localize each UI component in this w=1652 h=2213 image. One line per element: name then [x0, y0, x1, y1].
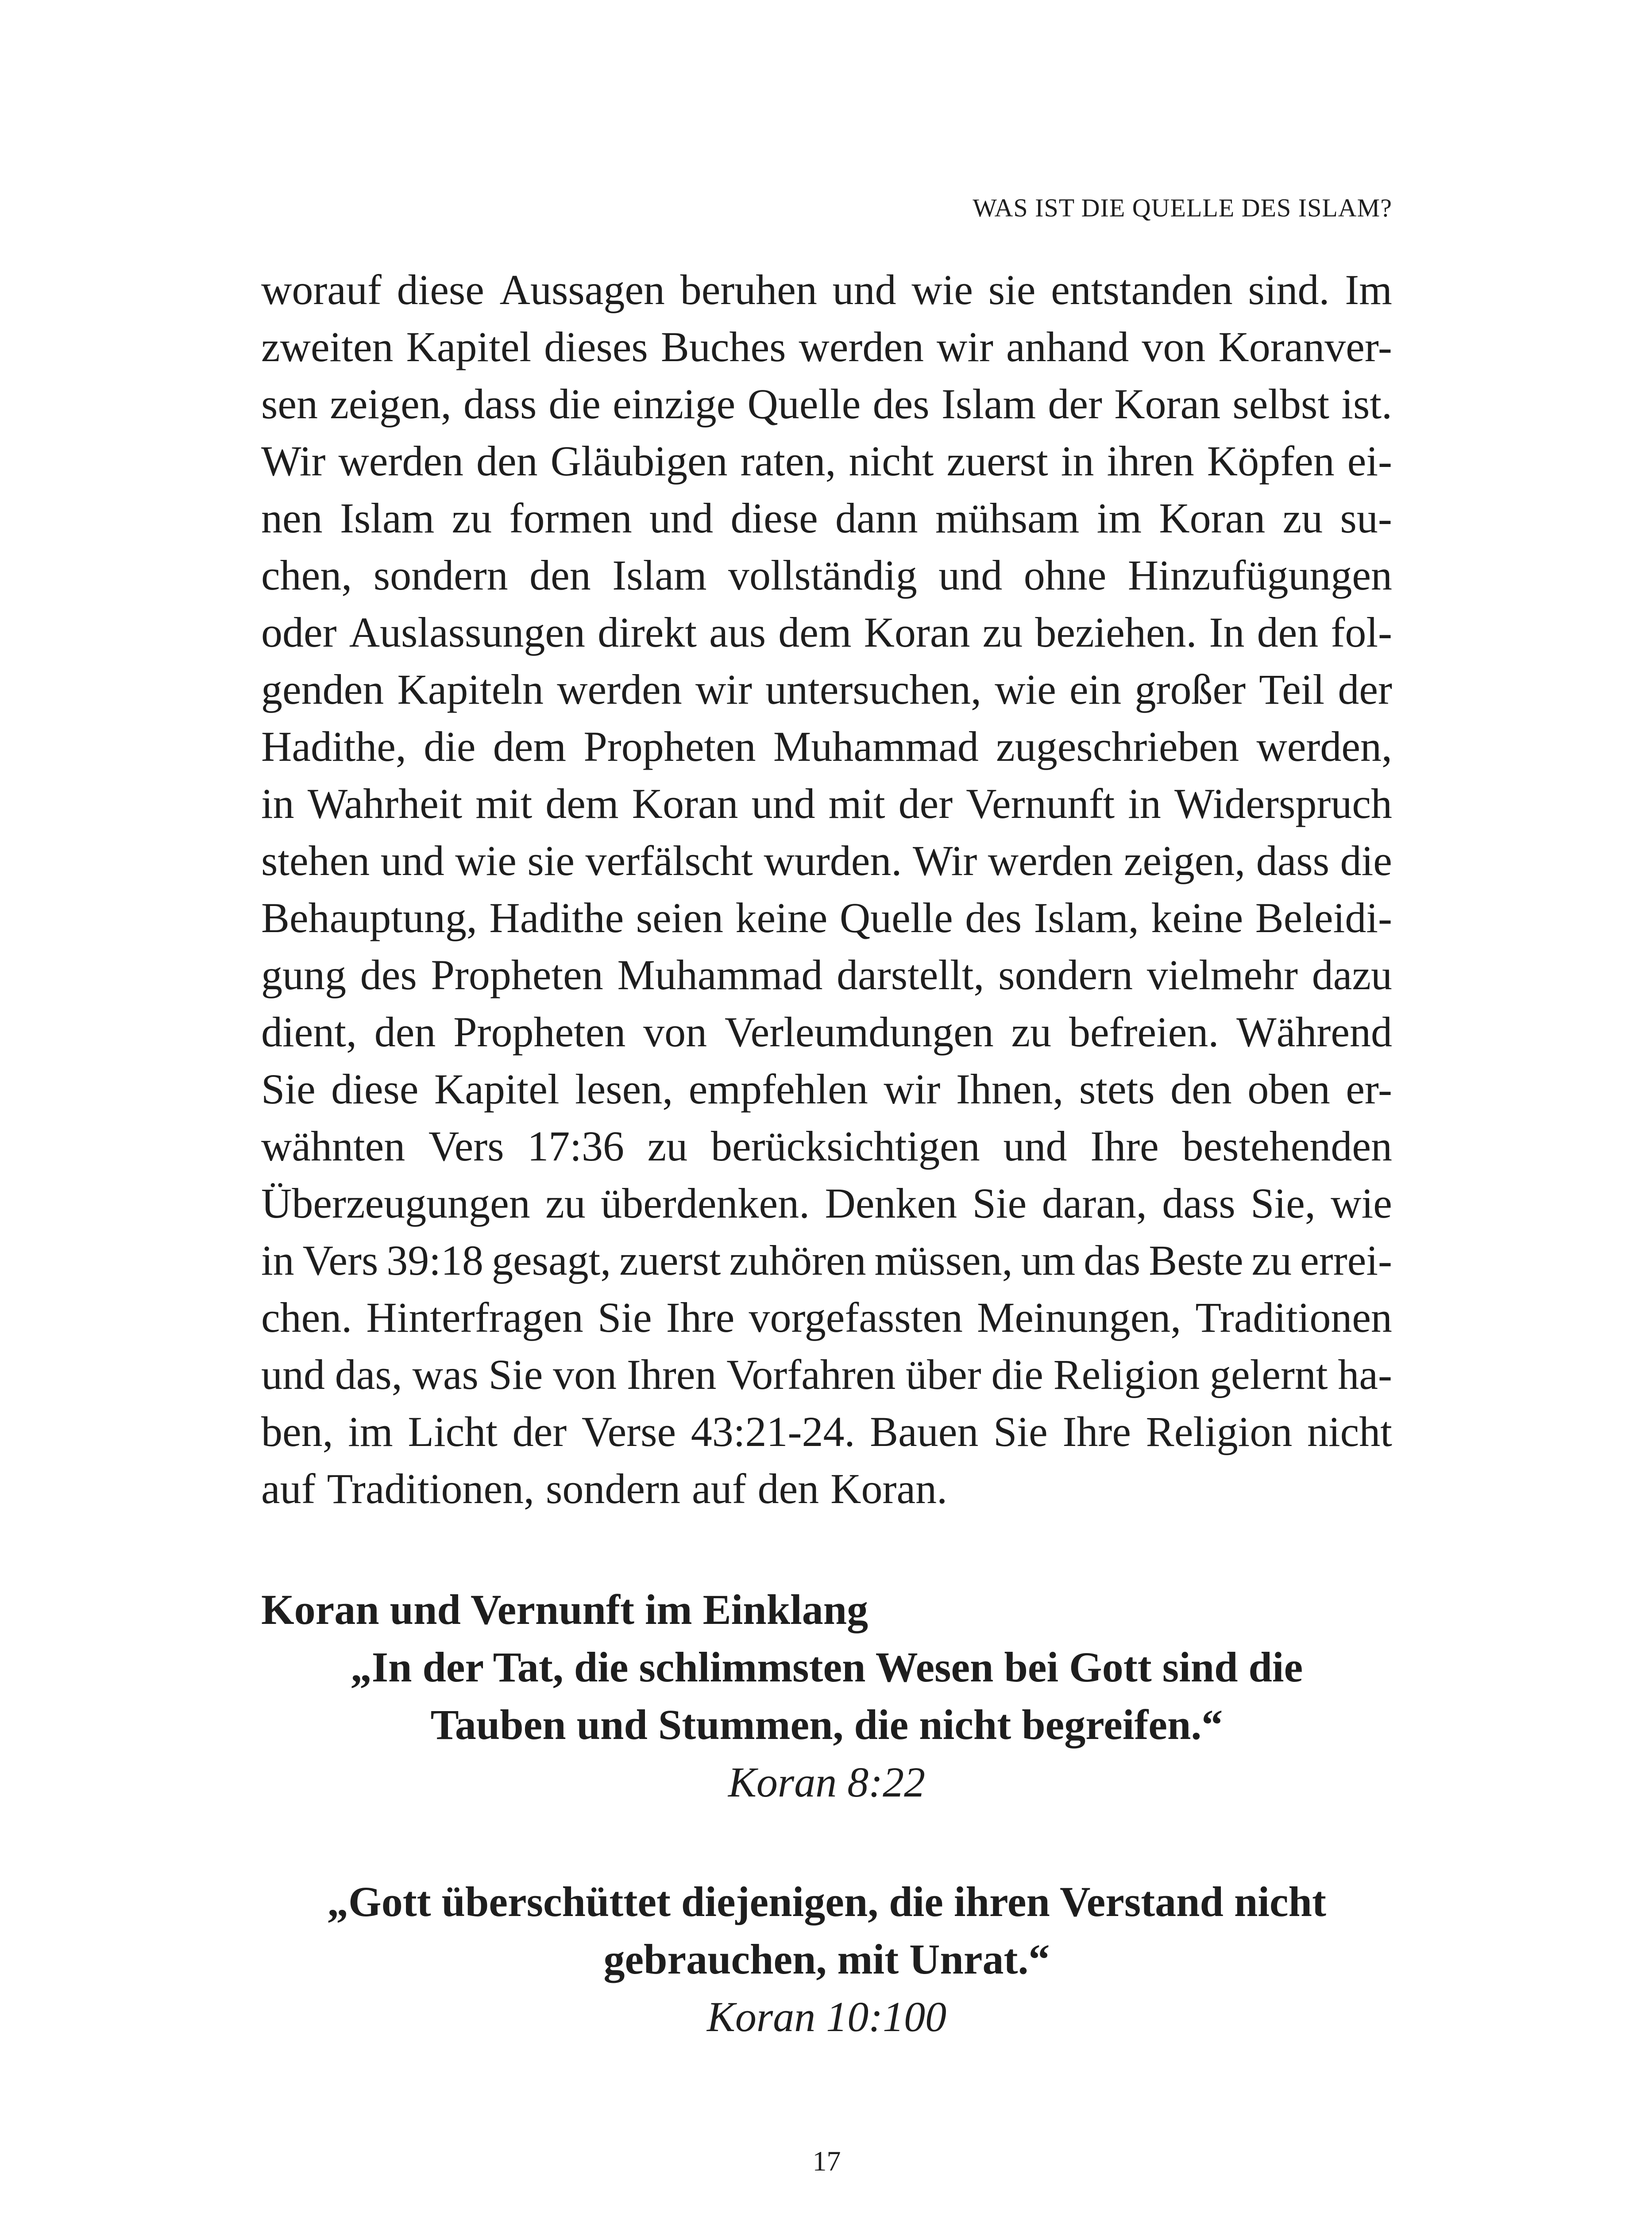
word: keine	[1151, 894, 1243, 941]
word: dass	[1256, 837, 1330, 884]
word: dem	[778, 609, 852, 656]
word: Ihnen,	[956, 1065, 1064, 1113]
word: direkt	[598, 609, 697, 656]
word: einzige	[613, 380, 736, 428]
word: Hinterfragen	[366, 1294, 583, 1341]
word: Sie	[261, 1065, 316, 1113]
paragraph-line	[261, 547, 1392, 604]
word: dieses	[544, 323, 648, 370]
word: Vers	[302, 1237, 378, 1284]
word: Kapitel	[406, 323, 532, 370]
word: lesen,	[575, 1065, 673, 1113]
word: des	[872, 380, 930, 428]
word: Hadithe	[489, 894, 624, 941]
word: was	[412, 1351, 479, 1398]
word: Köpfen	[1207, 437, 1335, 485]
word: verfälscht	[585, 837, 753, 884]
word: vielmehr	[1146, 951, 1298, 999]
paragraph-line	[261, 1460, 1392, 1517]
word: befreien.	[1069, 1008, 1219, 1056]
word: mit	[828, 780, 885, 827]
word: sondern	[373, 551, 508, 599]
word: dass	[1162, 1180, 1235, 1227]
word: Im	[1345, 266, 1392, 313]
paragraph-line	[261, 1003, 1392, 1060]
paragraph-line	[261, 1346, 1392, 1403]
word: 39:18	[386, 1237, 483, 1284]
word: Verse	[581, 1408, 676, 1455]
quote-source: Koran 8:22	[728, 1758, 926, 1806]
word: zuhören	[729, 1237, 866, 1284]
word: Gläubigen	[550, 437, 728, 485]
word: zugeschrieben	[996, 723, 1239, 770]
word: Muhammad	[773, 723, 979, 770]
word: zeigen,	[1123, 837, 1246, 884]
running-header: WAS IST DIE QUELLE DES ISLAM?	[973, 193, 1392, 222]
paragraph-line	[261, 889, 1392, 946]
word: über	[906, 1351, 981, 1398]
word: Sie	[597, 1294, 652, 1341]
word: zu	[1282, 494, 1323, 542]
word: zeigen,	[330, 380, 452, 428]
word: stets	[1079, 1065, 1155, 1113]
word: ha-	[1338, 1351, 1392, 1398]
word: In	[1209, 609, 1245, 656]
word: der	[898, 780, 953, 827]
word: dazu	[1312, 951, 1392, 999]
word: wir	[695, 666, 752, 713]
word: mit	[475, 780, 533, 827]
word: werden,	[1256, 723, 1392, 770]
word: des	[360, 951, 417, 999]
word: zuerst	[619, 1237, 721, 1284]
word: ohne	[1023, 551, 1107, 599]
word: und	[380, 837, 444, 884]
paragraph-line	[261, 1175, 1392, 1232]
word: den	[374, 1008, 436, 1056]
paragraph-line	[261, 432, 1392, 490]
word: und	[1003, 1122, 1067, 1170]
word: wie	[911, 266, 973, 313]
word: den	[529, 551, 591, 599]
quote-line: „Gott überschüttet diejenigen, die ihren Verstand nicht	[327, 1878, 1326, 1925]
word: Denken	[825, 1180, 957, 1227]
word: der	[1338, 666, 1392, 713]
paragraph-line	[261, 1289, 1392, 1346]
word: von	[643, 1008, 707, 1056]
word: wurden.	[764, 837, 902, 884]
word: Widerspruch	[1174, 780, 1392, 827]
word: von	[1142, 323, 1206, 370]
word: Sie	[972, 1180, 1027, 1227]
word: Islam	[941, 380, 1036, 428]
word: in	[261, 1237, 294, 1284]
word: und	[649, 494, 714, 542]
word: Quelle	[747, 380, 861, 428]
body-paragraph	[261, 261, 1392, 1517]
word: sind.	[1248, 266, 1330, 313]
word: ist.	[1341, 380, 1392, 428]
word: worauf	[261, 266, 382, 313]
word: Vers	[428, 1122, 504, 1170]
word: Beleidi-	[1255, 894, 1392, 941]
word: Religion	[1146, 1408, 1293, 1455]
word: Kapitel	[434, 1065, 560, 1113]
word: Verleumdungen	[724, 1008, 994, 1056]
word: Propheten	[431, 951, 603, 999]
word: raten,	[740, 437, 836, 485]
word: Aussagen	[499, 266, 665, 313]
paragraph-line	[261, 604, 1392, 661]
word: Koran.	[830, 1465, 948, 1512]
paragraph-line	[261, 375, 1392, 432]
word: zuerst	[946, 437, 1048, 485]
word: den	[757, 1465, 819, 1512]
word: untersuchen,	[765, 666, 981, 713]
word: den	[1170, 1065, 1232, 1113]
word: dann	[835, 494, 918, 542]
word: werden	[988, 837, 1113, 884]
word: Koranver-	[1218, 323, 1392, 370]
word: ein	[1069, 666, 1122, 713]
word: darstellt,	[837, 951, 984, 999]
word: großer	[1135, 666, 1246, 713]
word: ben,	[261, 1408, 333, 1455]
word: vollständig	[728, 551, 917, 599]
word: Überzeugungen	[261, 1180, 530, 1227]
paragraph-line	[261, 1232, 1392, 1289]
word: chen,	[261, 551, 352, 599]
word: der	[512, 1408, 567, 1455]
word: Teil	[1259, 666, 1325, 713]
word: im	[348, 1408, 393, 1455]
paragraph-line	[261, 775, 1392, 832]
word: selbst	[1232, 380, 1330, 428]
word: Islam	[612, 551, 707, 599]
word: wir	[937, 323, 993, 370]
word: die	[548, 380, 601, 428]
paragraph-line	[261, 946, 1392, 1003]
word: 17:36	[527, 1122, 624, 1170]
word: 43:21-24.	[691, 1408, 855, 1455]
section-heading: Koran und Vernunft im Einklang	[261, 1586, 868, 1633]
word: der	[1048, 380, 1102, 428]
quote-line: gebrauchen, mit Unrat.“	[603, 1935, 1050, 1983]
word: werden	[799, 323, 924, 370]
word: im	[1096, 494, 1142, 542]
paragraph-line	[261, 661, 1392, 718]
word: Koran	[864, 609, 970, 656]
paragraph-line	[261, 832, 1392, 889]
word: überdenken.	[601, 1180, 810, 1227]
page-number: 17	[812, 2145, 841, 2177]
word: werden	[338, 437, 463, 485]
word: bestehenden	[1182, 1122, 1392, 1170]
word: zu	[647, 1122, 688, 1170]
word: Traditionen,	[327, 1465, 535, 1512]
word: Behauptung,	[261, 894, 477, 941]
word: den	[476, 437, 538, 485]
word: genden	[261, 666, 384, 713]
word: Auslassungen	[349, 609, 585, 656]
word: Wir	[261, 437, 326, 485]
word: in	[261, 780, 294, 827]
word: sondern	[998, 951, 1133, 999]
word: Meinungen,	[977, 1294, 1181, 1341]
word: gesagt,	[491, 1237, 611, 1284]
word: aus	[709, 609, 766, 656]
word: Propheten	[583, 723, 756, 770]
word: beruhen	[680, 266, 817, 313]
word: Muhammad	[617, 951, 823, 999]
paragraph-line	[261, 261, 1392, 318]
word: vorgefassten	[749, 1294, 963, 1341]
word: stehen	[261, 837, 370, 884]
paragraph-line	[261, 490, 1392, 547]
word: wähnten	[261, 1122, 405, 1170]
word: diese	[730, 494, 818, 542]
word: und	[751, 780, 815, 827]
word: um	[1021, 1237, 1076, 1284]
word: den	[1257, 609, 1319, 656]
word: Vernunft	[966, 780, 1115, 827]
word: nicht	[849, 437, 934, 485]
word: müssen,	[874, 1237, 1013, 1284]
word: wie	[995, 666, 1056, 713]
word: Wir	[912, 837, 977, 884]
quote-block	[261, 1873, 1392, 2046]
word: Während	[1236, 1008, 1392, 1056]
word: und	[938, 551, 1003, 599]
word: dem	[545, 780, 619, 827]
word: oben	[1247, 1065, 1330, 1113]
word: zu	[452, 494, 492, 542]
word: diese	[331, 1065, 419, 1113]
word: Islam	[340, 494, 435, 542]
word: Hinzufügungen	[1127, 551, 1392, 599]
word: und	[261, 1351, 325, 1398]
word: mühsam	[935, 494, 1080, 542]
word: nen	[261, 494, 323, 542]
paragraph-line	[261, 1403, 1392, 1460]
word: das	[1084, 1237, 1141, 1284]
word: Sie	[488, 1351, 543, 1398]
word: ei-	[1347, 437, 1392, 485]
word: Buches	[660, 323, 786, 370]
word: er-	[1346, 1065, 1392, 1113]
word: daran,	[1042, 1180, 1147, 1227]
word: die	[424, 723, 476, 770]
word: Islam,	[1034, 894, 1139, 941]
word: Koran	[1159, 494, 1266, 542]
word: entstanden	[1051, 266, 1233, 313]
word: die	[991, 1351, 1043, 1398]
word: sie	[988, 266, 1036, 313]
word: dass	[463, 380, 537, 428]
word: Sie,	[1251, 1180, 1316, 1227]
word: Hadithe,	[261, 723, 406, 770]
word: Propheten	[453, 1008, 626, 1056]
word: anhand	[1006, 323, 1129, 370]
word: Quelle	[839, 894, 953, 941]
word: Licht	[408, 1408, 498, 1455]
word: sondern	[546, 1465, 680, 1512]
word: Religion	[1053, 1351, 1200, 1398]
word: Ihren	[626, 1351, 717, 1398]
word: in	[1061, 437, 1094, 485]
paragraph-line	[261, 1060, 1392, 1118]
paragraph-line	[261, 1118, 1392, 1175]
word: Ihre	[1090, 1122, 1159, 1170]
word: wie	[455, 837, 517, 884]
word: des	[965, 894, 1022, 941]
word: beziehen.	[1035, 609, 1197, 656]
word: in	[1128, 780, 1161, 827]
word: Kapiteln	[397, 666, 544, 713]
word: zweiten	[261, 323, 394, 370]
word: dient,	[261, 1008, 357, 1056]
word: diese	[397, 266, 484, 313]
paragraph-line	[261, 318, 1392, 375]
word: ihren	[1107, 437, 1194, 485]
word: dem	[493, 723, 567, 770]
word: empfehlen	[688, 1065, 868, 1113]
word: das,	[335, 1351, 402, 1398]
word: wir	[884, 1065, 941, 1113]
word: Traditionen	[1195, 1294, 1392, 1341]
quote-line: Tauben und Stummen, die nicht begreifen.“	[430, 1701, 1223, 1748]
word: werden	[557, 666, 682, 713]
word: seien	[636, 894, 723, 941]
word: gung	[261, 951, 346, 999]
word: fol-	[1331, 609, 1392, 656]
word: zu	[982, 609, 1023, 656]
word: Koran	[1114, 380, 1221, 428]
word: zu	[1251, 1237, 1292, 1284]
word: chen.	[261, 1294, 352, 1341]
word: Sie	[993, 1408, 1048, 1455]
word: Wahrheit	[307, 780, 463, 827]
quote-block	[261, 1639, 1392, 1811]
word: su-	[1340, 494, 1392, 542]
word: Vorfahren	[726, 1351, 896, 1398]
word: Ihre	[666, 1294, 735, 1341]
word: sie	[527, 837, 575, 884]
word: Beste	[1149, 1237, 1243, 1284]
word: die	[1340, 837, 1392, 884]
word: Koran	[632, 780, 738, 827]
word: nicht	[1307, 1408, 1392, 1455]
word: errei-	[1300, 1237, 1392, 1284]
word: formen	[509, 494, 632, 542]
word: auf	[691, 1465, 746, 1512]
word: sen	[261, 380, 318, 428]
word: von	[553, 1351, 617, 1398]
word: Ihre	[1062, 1408, 1131, 1455]
word: gelernt	[1210, 1351, 1328, 1398]
quote-source: Koran 10:100	[706, 1993, 947, 2040]
word: und	[832, 266, 896, 313]
word: berücksichtigen	[711, 1122, 980, 1170]
word: oder	[261, 609, 337, 656]
word: zu	[1011, 1008, 1052, 1056]
word: auf	[261, 1465, 316, 1512]
quote-line: „In der Tat, die schlimmsten Wesen bei Gott sind die	[350, 1643, 1303, 1691]
word: keine	[735, 894, 828, 941]
paragraph-line	[261, 718, 1392, 775]
word: wie	[1331, 1180, 1392, 1227]
word: zu	[545, 1180, 586, 1227]
word: Bauen	[870, 1408, 979, 1455]
